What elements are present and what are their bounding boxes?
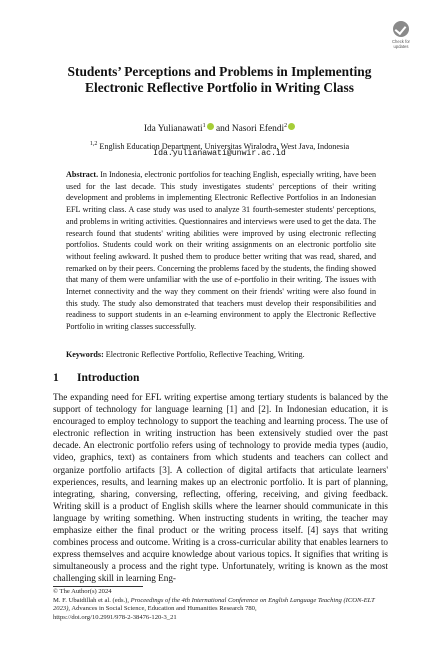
citation-prefix: M. F. Ubaidillah et al. (eds.), [53, 596, 131, 604]
check-updates-icon [393, 21, 409, 37]
orcid-icon[interactable] [207, 123, 214, 130]
doi-link[interactable]: https://doi.org/10.2991/978-2-38476-120-3_21 [53, 613, 177, 621]
keywords-text: Electronic Reflective Portfolio, Reflective Teaching, Writing. [103, 350, 305, 359]
section-number: 1 [53, 372, 59, 384]
proceedings-title: Proceedings of the 4th International Conference on English Language Teaching (ICON-ELT 2023) [53, 596, 375, 613]
affiliation-mark: 1,2 [89, 141, 98, 147]
author-connector: and [213, 124, 232, 134]
author-list [40, 121, 399, 135]
author-1-name: Ida Yulianawati [143, 124, 203, 134]
title-line-2: Electronic Reflective Portfolio in Writing Class [85, 80, 354, 95]
copyright-line: © The Author(s) 2024 [53, 588, 112, 595]
footnote-divider [53, 586, 143, 587]
affiliation-text: English Education Department, Universitas Wiralodra, West Java, Indonesia [97, 142, 350, 151]
author-2-affiliation-mark: 2 [284, 123, 288, 129]
citation-line [53, 597, 388, 614]
citation-suffix: , Advances in Social Science, Education and Humanities Research 780, [68, 605, 257, 613]
section-heading [53, 371, 139, 385]
footer-notes [53, 588, 388, 622]
introduction-paragraph: The expanding need for EFL writing expertise among tertiary students is balanced by the support of technology for language learning [1] and [2]. In Indonesian education, it is encouraged to employ technology to support the teaching and learning process. The use of electronic reflection in writing instruction has been extensively studied over the past decade. An electronic portfolio refers using of technology to provide media types (audio, video, graphics, text) as containers from which students and teachers can collect and organize portfolio artifacts [3]. A collection of digital artifacts that articulate learners' experiences, results, and learning makes up an electronic portfolio. It is part of planning, integrating, sharing, conversing, reflecting, offering, receiving, and giving feedback. Writing skill is a product of English skills where the learner should communicate in this language by writing something. When instructing students in writing, the teacher may emphasize either the final product or the writing process itself. [4] says that writing combines process and outcome. Writing is a cross-curricular ability that enables learners to express themselves and acquire knowledge about various topics. It signifies that writing is simultaneously a process and the right type. Unfortunately, writing is known as the most challenging skill in learning Eng- [53, 392, 388, 584]
abstract [66, 169, 376, 333]
paper-title [40, 64, 399, 96]
author-1-affiliation-mark: 1 [202, 123, 206, 129]
keywords [66, 349, 376, 360]
abstract-text: In Indonesia, electronic portfolios for teaching English, especially writing, have been used for the last decade. This study investigates students' perceptions of their writing development and problems in implementing Electronic Reflective Portfolios in an Indonesian EFL writing class. A case study was used to analyze 31 fourth-semester students' perceptions, and problems in writing activities. Questionnaires and interviews were used to get the data. The research found that students' writing abilities were improved by using electronic reflecting portfolios. Students could work on their writing assignments on an electronic portfolio site without feeling awkward. It pushed them to produce better writing that was read, shared, and remarked on by their peers. Concerning the problems faced by the students, the finding showed that many of them were unfamiliar with the use of e-portfolio in their writing. The issues with Internet connectivity and the way they comment on their friends' writing were also found in this study. The study also demonstrated that teachers must develop their responsibilities and readiness to support students in an e-learning environment to apply the Electronic Reflective Portfolio in writing classes successfully. [66, 170, 376, 332]
check-for-updates-badge[interactable] [386, 21, 416, 55]
section-title: Introduction [77, 372, 140, 384]
abstract-label: Abstract. [66, 170, 99, 179]
author-email[interactable]: Ida.yulianawati@unwir.ac.id [153, 149, 286, 158]
author-2-name: Nasori Efendi [231, 124, 285, 134]
keywords-label: Keywords: [66, 350, 104, 359]
title-line-1: Students’ Perceptions and Problems in Implementing [67, 64, 372, 79]
check-for-updates-label: Check for updates [392, 39, 410, 49]
orcid-icon[interactable] [288, 123, 295, 130]
